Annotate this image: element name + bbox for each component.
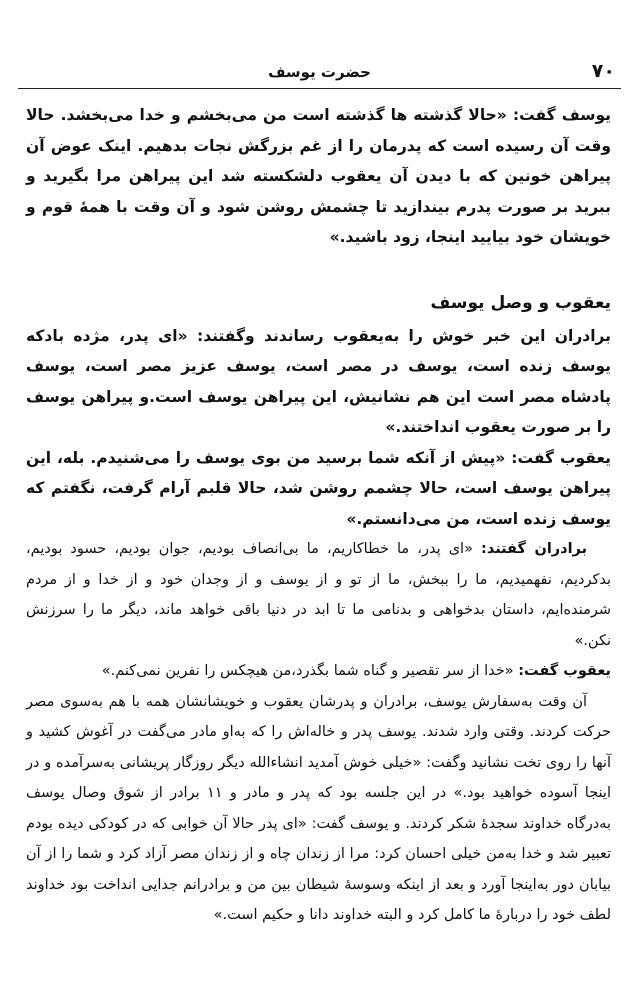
- paragraph-yaqub-reply: [26, 443, 611, 535]
- paragraph-text: آن وقت به‌سفارش یوسف، برادران و پدرشان یعقوب و خویشانشان همه با هم به‌سوی مصر حرکت کردند. وقتی وارد شدند. یوسف پدر و خاله‌اش را که به‌او مادر می‌گفت در آغوش کشید و آنها را روی تخت نشانید وگفت: «خیلی خوش آمدید انشاءالله دیگر روزگار پریشانی به‌سرآمده و در اینجا آسوده خواهید بود.» در این جلسه بود که پدر و مادر و ۱۱ برادر از شوق وصال یوسف به‌درگاه خداوند سجدهٔ شکر کردند. و یوسف گفت: «ای پدر حالا آن خوابی که در کودکی دیده بودم تعبیر شد و خدا به‌من خیلی احسان کرد: مرا از زندان چاه و از زندان مصر آزاد کرد و شما را از آن بیابان دور به‌اینجا آورد و بعد از اینکه وسوسهٔ شیطان بین من و برادرانم جدایی انداخت بود خداوند لطف خود را دربارهٔ ما کامل کرد و البته خداوند دانا و حکیم است.»: [26, 693, 611, 923]
- paragraph-text: «حالا گذشته ها گذشته است من می‌بخشم و خدا می‌بخشد. حالا وقت آن رسیده است که پدرمان را از غم بزرگش نجات بدهیم. اینک عوض آن پیراهن خونین که با دیدن آن یعقوب دلشکسته شد این پیراهن مرا بگیرید و ببرید بر صورت پدرم بیندازید تا چشمش روشن شود و آن وقت با همهٔ قوم و خویشان خود بیایید اینجا، زود باشید.»: [26, 106, 611, 246]
- paragraph-text: «خدا از سر تقصیر و گناه شما بگذرد،من هیچکس را نفرین نمی‌کنم.»: [101, 663, 514, 679]
- section-heading: یعقوب و وصل یوسف: [430, 292, 611, 313]
- speaker-label: یعقوب گفت:: [511, 448, 612, 467]
- page-body: [26, 100, 611, 931]
- paragraph-text: «پیش از آنکه شما برسید من بوی یوسف را می‌شنیدم. بله، این پیراهن یوسف است، حالا چشمم روشن شد، حالا قلبم آرام گرفت، نگفتم که یوسف زنده است، من می‌دانستم.»: [26, 448, 611, 528]
- page-number: ۷۰: [591, 60, 615, 82]
- running-title: حضرت یوسف: [268, 63, 371, 81]
- speaker-label: یعقوب گفت:: [518, 663, 611, 679]
- paragraph-yusuf-speech: [26, 100, 611, 253]
- page-header: [18, 56, 621, 89]
- speaker-label: یوسف گفت:: [512, 106, 611, 124]
- paragraph-journey-to-egypt: [26, 687, 611, 931]
- paragraph-brothers-news: [26, 321, 611, 443]
- paragraph-text: برادران این خبر خوش را به‌یعقوب رساندند وگفتند: «ای پدر، مژده بادکه یوسف زنده است، یوسف در مصر است، یوسف عزیز مصر است، یوسف پادشاه مصر است این هم نشانیش، این پیراهن یوسف است.و پیراهن یوسف را بر صورت یعقوب انداختند.»: [26, 326, 611, 436]
- paragraph-brothers-apology: [26, 534, 611, 656]
- speaker-label: برادران گفتند:: [481, 541, 588, 557]
- paragraph-yaqub-forgiveness: [26, 656, 611, 687]
- paragraph-text: «ای پدر، ما خطاکاریم، ما بی‌انصاف بودیم، جوان بودیم، حسود بودیم، بدکردیم، نفهمیدیم، ما را ببخش، ما از تو و از یوسف و از وجدان خود و از خدا و از مردم شرمنده‌ایم، داستان بدخواهی و بدنامی ما تا ابد در دنیا باقی خواهد ماند، دیگر ما را سرزنش نکن.»: [26, 541, 611, 649]
